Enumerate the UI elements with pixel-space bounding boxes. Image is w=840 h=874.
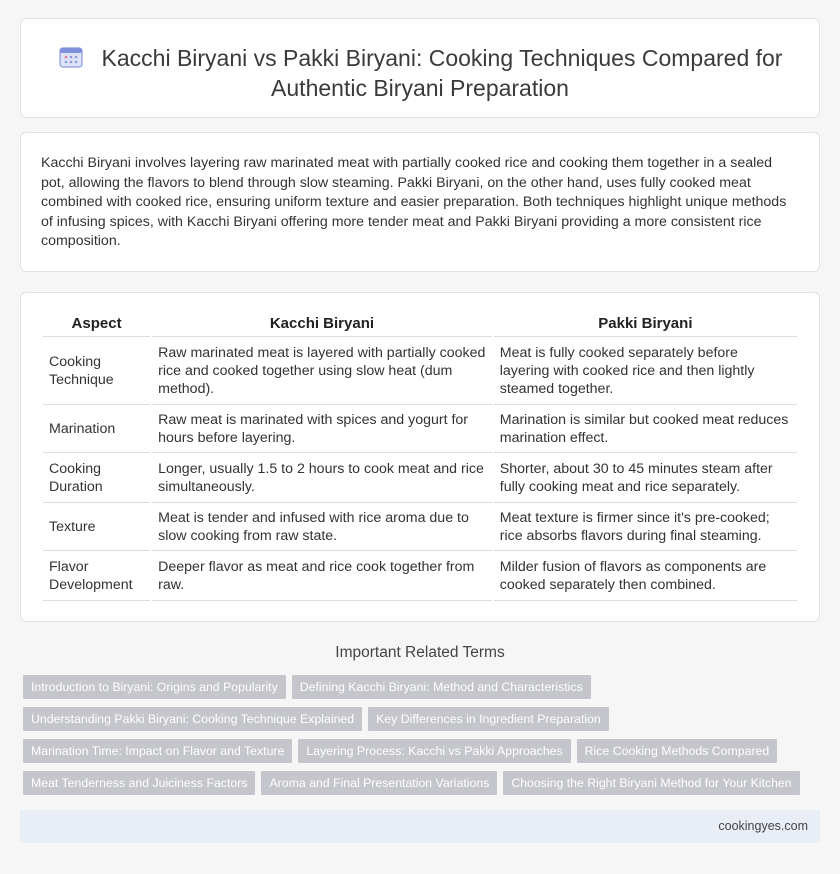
tag-row bbox=[23, 771, 813, 795]
aspect-cell: Marination bbox=[43, 405, 150, 453]
header-card bbox=[20, 18, 820, 118]
kacchi-cell: Raw meat is marinated with spices and yogurt for hours before layering. bbox=[152, 405, 492, 453]
related-terms-list bbox=[23, 675, 813, 803]
header-aspect: Aspect bbox=[43, 315, 150, 337]
related-term-link[interactable]: Key Differences in Ingredient Preparation bbox=[368, 707, 609, 731]
aspect-cell: Cooking Technique bbox=[43, 337, 150, 405]
intro-paragraph: Kacchi Biryani involves layering raw marinated meat with partially cooked rice and cooking them together in a sealed pot, allowing the flavors to blend through slow steaming. Pakki Biryani, on the other hand, uses fully cooked meat combined with cooked rice, ensuring uniform texture and easier preparation. Both techniques highlight unique methods of infusing spices, with Kacchi Biryani offering more tender meat and Pakki Biryani providing a more consistent rice composition. bbox=[41, 155, 787, 250]
related-term-link[interactable]: Choosing the Right Biryani Method for Your Kitchen bbox=[503, 771, 799, 795]
related-term-link[interactable]: Understanding Pakki Biryani: Cooking Technique Explained bbox=[23, 707, 362, 731]
header bbox=[45, 43, 795, 103]
table-row bbox=[43, 503, 797, 551]
kacchi-cell: Longer, usually 1.5 to 2 hours to cook meat and rice simultaneously. bbox=[152, 453, 492, 503]
kacchi-cell: Meat is tender and infused with rice aroma due to slow cooking from raw state. bbox=[152, 503, 492, 551]
table-header-row bbox=[43, 315, 797, 337]
comparison-card bbox=[20, 292, 820, 622]
aspect-cell: Flavor Development bbox=[43, 551, 150, 601]
aspect-cell: Texture bbox=[43, 503, 150, 551]
kacchi-cell: Raw marinated meat is layered with partially cooked rice and cooked together using slow heat (dum method). bbox=[152, 337, 492, 405]
related-term-link[interactable]: Defining Kacchi Biryani: Method and Characteristics bbox=[292, 675, 591, 699]
related-term-link[interactable]: Meat Tenderness and Juiciness Factors bbox=[23, 771, 255, 795]
related-term-link[interactable]: Rice Cooking Methods Compared bbox=[577, 739, 778, 763]
pakki-cell: Marination is similar but cooked meat reduces marination effect. bbox=[494, 405, 797, 453]
pakki-cell: Meat is fully cooked separately before layering with cooked rice and then lightly steamed together. bbox=[494, 337, 797, 405]
intro-card bbox=[20, 132, 820, 272]
related-term-link[interactable]: Layering Process: Kacchi vs Pakki Approaches bbox=[298, 739, 570, 763]
related-term-link[interactable]: Aroma and Final Presentation Variations bbox=[261, 771, 497, 795]
calendar-icon bbox=[58, 45, 84, 69]
tag-row bbox=[23, 675, 813, 699]
footer bbox=[20, 810, 820, 843]
table-row bbox=[43, 337, 797, 405]
page-title bbox=[45, 43, 795, 103]
tag-row bbox=[23, 707, 813, 731]
table-row bbox=[43, 453, 797, 503]
header-pakki: Pakki Biryani bbox=[494, 315, 797, 337]
comparison-table bbox=[41, 315, 799, 601]
kacchi-cell: Deeper flavor as meat and rice cook together from raw. bbox=[152, 551, 492, 601]
pakki-cell: Milder fusion of flavors as components are cooked separately then combined. bbox=[494, 551, 797, 601]
aspect-cell: Cooking Duration bbox=[43, 453, 150, 503]
related-term-link[interactable]: Marination Time: Impact on Flavor and Texture bbox=[23, 739, 292, 763]
header-kacchi: Kacchi Biryani bbox=[152, 315, 492, 337]
table-row bbox=[43, 405, 797, 453]
title-text: Kacchi Biryani vs Pakki Biryani: Cooking Techniques Compared for Authentic Biryani Preparation bbox=[101, 45, 783, 101]
pakki-cell: Meat texture is firmer since it's pre-cooked; rice absorbs flavors during final steaming. bbox=[494, 503, 797, 551]
related-term-link[interactable]: Introduction to Biryani: Origins and Popularity bbox=[23, 675, 286, 699]
tag-row bbox=[23, 739, 813, 763]
pakki-cell: Shorter, about 30 to 45 minutes steam after fully cooking meat and rice separately. bbox=[494, 453, 797, 503]
related-terms-heading: Important Related Terms bbox=[335, 644, 505, 661]
site-name[interactable]: cookingyes.com bbox=[718, 819, 808, 833]
table-row bbox=[43, 551, 797, 601]
